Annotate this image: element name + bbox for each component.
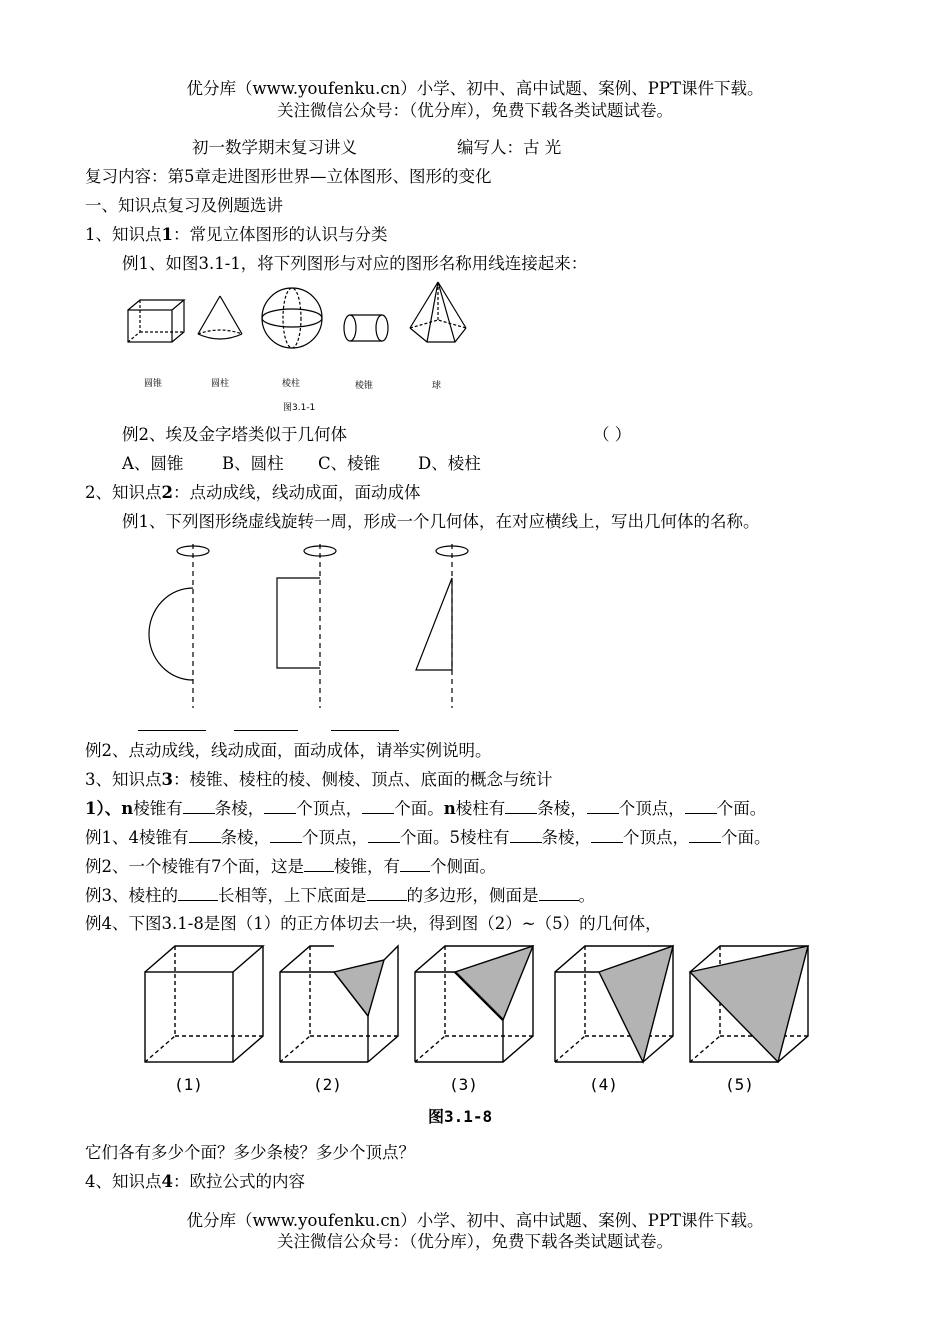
knowledge-point-3: 3、知识点3：棱锥、棱柱的棱、侧棱、顶点、底面的概念与统计 (85, 770, 553, 789)
cube-label-3: (3) (449, 1075, 478, 1094)
example-1-2: 例2、埃及金字塔类似于几何体 (122, 425, 347, 444)
blank[interactable] (189, 827, 221, 843)
prism-shape (128, 300, 184, 342)
option-b: B、圆柱 (222, 454, 284, 473)
example-3-1: 例1、4棱锥有 条棱， 个顶点， 个面。5棱柱有 条棱， 个顶点， 个面。 (85, 828, 771, 847)
header-line-2: 关注微信公众号：（优分库），免费下载各类试题试卷。 (277, 101, 673, 120)
blank[interactable] (510, 827, 542, 843)
example-3-3: 例3、棱柱的 长相等，上下底面是 的多边形，侧面是 。 (85, 886, 595, 905)
option-d: D、棱柱 (418, 454, 481, 473)
cube-label-4: (4) (589, 1075, 618, 1094)
blank[interactable] (685, 798, 717, 814)
footer-line-2: 关注微信公众号：（优分库），免费下载各类试题试卷。 (277, 1232, 673, 1251)
example-1-1: 例1、如图3.1-1，将下列图形与对应的图形名称用线连接起来： (122, 254, 588, 273)
blank[interactable] (368, 827, 400, 843)
rotation-figures (130, 540, 470, 740)
cube-5 (690, 946, 808, 1062)
blank[interactable] (367, 885, 407, 901)
figure-3-1-8-cubes (135, 940, 825, 1075)
example-2-1: 例1、下列图形绕虚线旋转一周，形成一个几何体，在对应横线上，写出几何体的名称。 (122, 512, 760, 531)
example-3-4-question: 它们各有多少个面？多少条棱？多少个顶点？ (85, 1143, 415, 1162)
fig-label-2: 圆柱 (211, 379, 230, 389)
cube-3 (415, 946, 533, 1062)
blank[interactable] (183, 798, 215, 814)
option-c: C、棱锥 (318, 454, 381, 473)
figure-caption-3-1-1: 图3.1-1 (283, 403, 316, 413)
sphere-shape (262, 288, 322, 348)
fig-label-3: 棱柱 (282, 379, 301, 389)
review-content: 复习内容：第5章走进图形世界—立体图形、图形的变化 (85, 167, 492, 186)
blank[interactable] (264, 798, 296, 814)
knowledge-point-2: 2、知识点2：点动成线，线动成面，面动成体 (85, 483, 421, 502)
author: 编写人：古 光 (457, 138, 562, 157)
rotation-figure-rectangle (277, 544, 336, 708)
document-title: 初一数学期末复习讲义 (192, 138, 357, 157)
example-3-2: 例2、一个棱锥有7个面，这是 棱锥，有 个侧面。 (85, 857, 496, 876)
blank[interactable] (587, 798, 619, 814)
cylinder-shape (344, 315, 388, 341)
section-heading-1: 一、知识点复习及例题选讲 (85, 196, 283, 215)
cone-shape (198, 296, 242, 339)
knowledge-point-4: 4、知识点4：欧拉公式的内容 (85, 1172, 305, 1191)
cube-4 (555, 946, 673, 1062)
blank[interactable] (362, 798, 394, 814)
example-3-4: 例4、下图3.1-8是图（1）的正方体切去一块，得到图（2）~（5）的几何体， (85, 914, 662, 933)
cube-1 (145, 946, 263, 1062)
answer-blank-1[interactable] (138, 730, 206, 731)
header-line-1: 优分库（www.youfenku.cn）小学、初中、高中试题、案例、PPT课件下载。 (186, 79, 764, 98)
fig-label-5: 球 (432, 381, 442, 391)
footer-line-1: 优分库（www.youfenku.cn）小学、初中、高中试题、案例、PPT课件下载。 (186, 1211, 764, 1230)
blank[interactable] (400, 856, 430, 872)
figure-caption-3-1-8: 图3.1-8 (428, 1107, 493, 1126)
blank[interactable] (505, 798, 537, 814)
cube-label-2: (2) (313, 1075, 342, 1094)
blank[interactable] (689, 827, 721, 843)
fig-label-4: 棱锥 (355, 381, 374, 391)
blank[interactable] (304, 856, 334, 872)
answer-bracket: （ ） (593, 425, 632, 444)
blank[interactable] (539, 885, 579, 901)
option-a: A、圆锥 (122, 454, 184, 473)
blank[interactable] (591, 827, 623, 843)
example-2-2: 例2、点动成线，线动成面，面动成体，请举实例说明。 (85, 741, 492, 760)
pyramid-shape (410, 282, 466, 342)
knowledge-point-1: 1、知识点1：常见立体图形的认识与分类 (85, 225, 388, 244)
kp3-question-1: 1）、n棱锥有 条棱， 个顶点， 个面。n棱柱有 条棱， 个顶点， 个面。 (85, 799, 767, 818)
cube-label-1: (1) (174, 1075, 203, 1094)
cube-2 (280, 946, 398, 1062)
fig-label-1: 圆锥 (144, 379, 163, 389)
rotation-figure-semicircle (149, 544, 209, 708)
figure-3-1-1-shapes (120, 278, 480, 368)
blank[interactable] (270, 827, 302, 843)
answer-blank-2[interactable] (234, 730, 298, 731)
blank[interactable] (178, 885, 218, 901)
answer-blank-3[interactable] (331, 730, 399, 731)
cube-label-5: (5) (725, 1075, 754, 1094)
rotation-figure-triangle (416, 544, 468, 708)
